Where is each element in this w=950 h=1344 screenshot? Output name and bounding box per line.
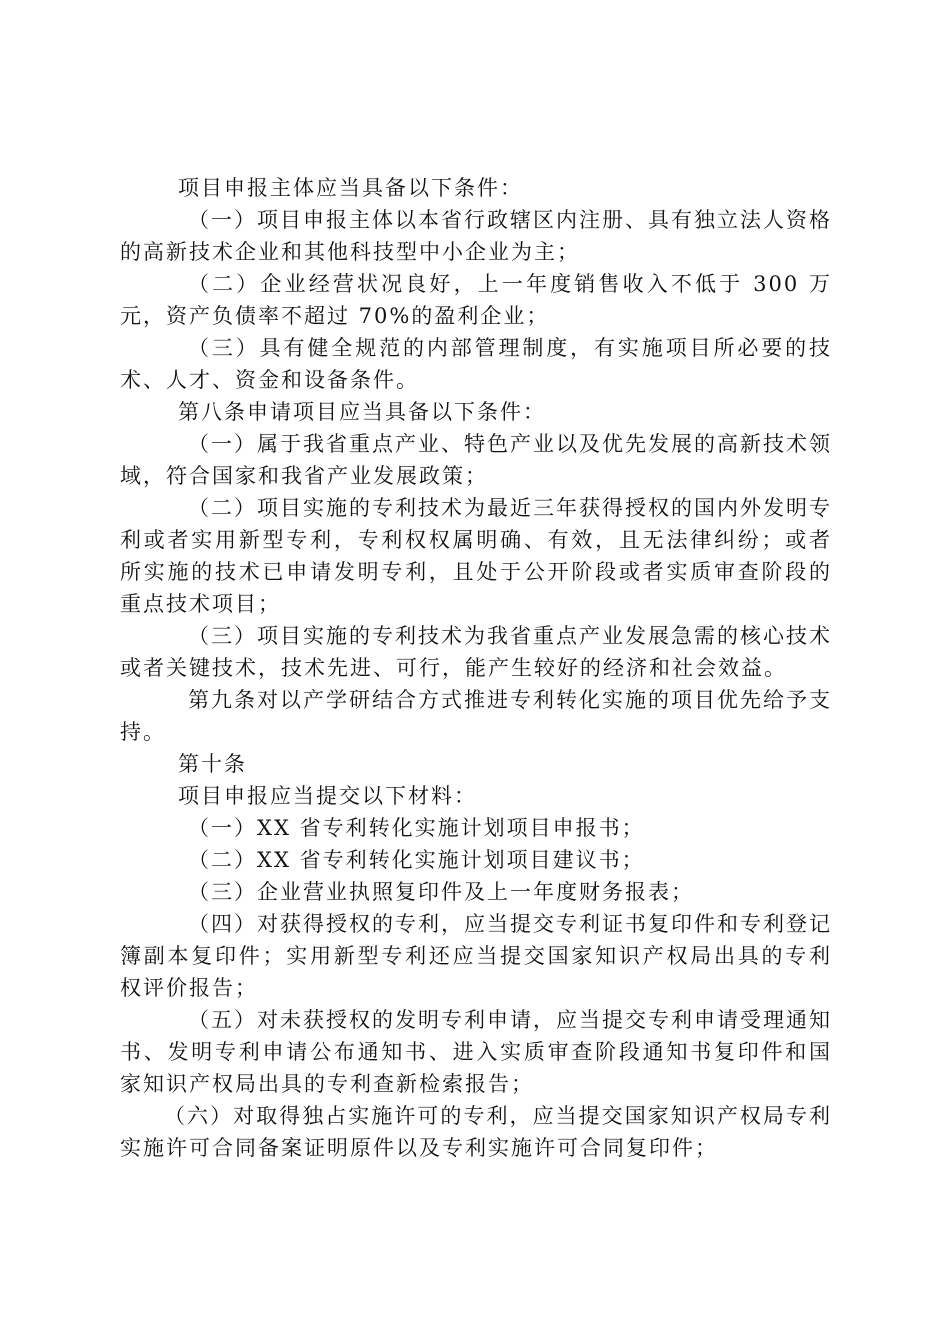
paragraph-material-5: （五）对未获授权的发明专利申请，应当提交专利申请受理通知书、发明专利申请公布通知书、进入实质审查阶段通知书复印件和国家知识产权局出具的专利查新检索报告；	[120, 1008, 832, 1096]
paragraph-material-6: （六）对取得独占实施许可的专利，应当提交国家知识产权局专利实施许可合同备案证明原件以及专利实施许可合同复印件；	[120, 1104, 832, 1160]
paragraph-applicant-conditions-heading: 项目申报主体应当具备以下条件：	[178, 176, 523, 200]
paragraph-article-8-item-1: （一）属于我省重点产业、特色产业以及优先发展的高新技术领域，符合国家和我省产业发展政策；	[120, 432, 832, 488]
paragraph-material-2: （二）XX 省专利转化实施计划项目建议书；	[188, 848, 645, 872]
paragraph-material-3: （三）企业营业执照复印件及上一年度财务报表；	[188, 880, 694, 904]
paragraph-materials-heading: 项目申报应当提交以下材料：	[178, 784, 477, 808]
paragraph-material-4: （四）对获得授权的专利，应当提交专利证书复印件和专利登记簿副本复印件；实用新型专利还应当提交国家知识产权局出具的专利权评价报告；	[120, 912, 832, 1000]
paragraph-article-10: 第十条	[178, 752, 247, 776]
paragraph-condition-1: （一）项目申报主体以本省行政辖区内注册、具有独立法人资格的高新技术企业和其他科技型中小企业为主；	[120, 208, 832, 264]
paragraph-article-8-item-2: （二）项目实施的专利技术为最近三年获得授权的国内外发明专利或者实用新型专利，专利权权属明确、有效，且无法律纠纷；或者所实施的技术已申请发明专利，且处于公开阶段或者实质审查阶段的重点技术项目；	[120, 496, 832, 616]
paragraph-article-9: 第九条对以产学研结合方式推进专利转化实施的项目优先给予支持。	[120, 688, 832, 744]
paragraph-condition-2: （二）企业经营状况良好，上一年度销售收入不低于 300 万元，资产负债率不超过 70%的盈利企业；	[120, 272, 832, 328]
paragraph-material-1: （一）XX 省专利转化实施计划项目申报书；	[188, 816, 645, 840]
document-body	[120, 172, 832, 1164]
paragraph-condition-3: （三）具有健全规范的内部管理制度，有实施项目所必要的技术、人才、资金和设备条件。	[120, 336, 832, 392]
paragraph-article-8-item-3: （三）项目实施的专利技术为我省重点产业发展急需的核心技术或者关键技术，技术先进、可行，能产生较好的经济和社会效益。	[120, 624, 832, 680]
paragraph-article-8: 第八条申请项目应当具备以下条件：	[178, 400, 546, 424]
